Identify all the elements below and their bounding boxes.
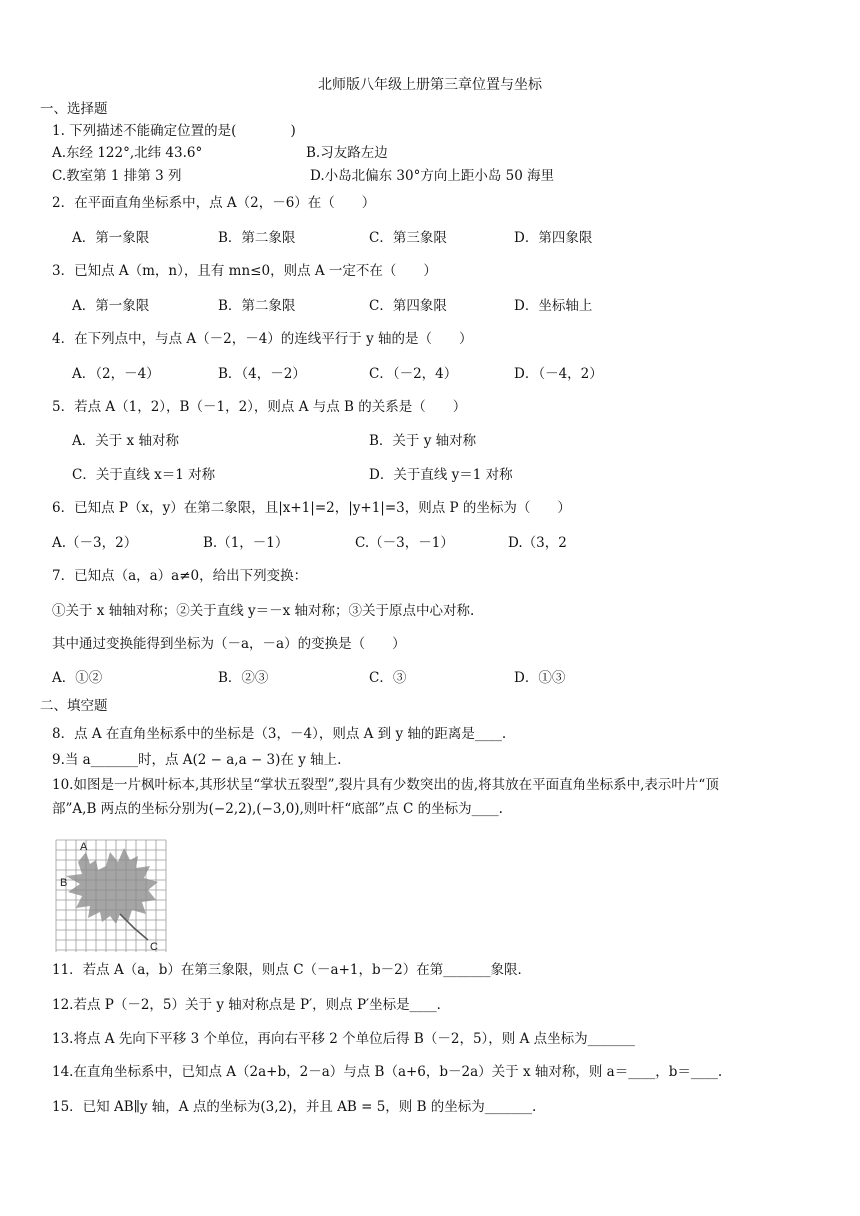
- question-13: 13.将点 A 先向下平移 3 个单位，再向右平移 2 个单位后得 B（－2，5），则 A 点坐标为_______: [52, 1031, 635, 1047]
- question-7-option-a: A．①②: [52, 670, 103, 686]
- section-heading-choice: 一、选择题: [40, 101, 108, 117]
- question-12: 12.若点 P（－2，5）关于 y 轴对称点是 P′，则点 P′坐标是____．: [52, 997, 451, 1013]
- question-2-option-a: A．第一象限: [72, 230, 150, 246]
- question-7-option-c: C．③: [369, 670, 407, 686]
- question-4-option-b: B．（4，－2）: [218, 366, 306, 382]
- question-9: 9.当 a_______时，点 A(2 − a,a − 3)在 y 轴上.: [52, 752, 342, 768]
- question-3-stem: 3．已知点 A（m，n），且有 mn≤0，则点 A 一定不在（ ）: [52, 263, 437, 279]
- label-c: C: [150, 941, 158, 953]
- question-1-option-b: B.习友路左边: [306, 145, 388, 161]
- question-7-stem: 7．已知点（a，a）a≠0，给出下列变换：: [52, 568, 308, 584]
- question-7-option-b: B．②③: [218, 670, 269, 686]
- question-8: 8．点 A 在直角坐标系中的坐标是（3，－4），则点 A 到 y 轴的距离是____.: [52, 726, 507, 742]
- question-3-option-a: A．第一象限: [72, 298, 150, 314]
- question-6-option-c: C.（－3，－1）: [355, 535, 454, 551]
- page-title: 北师版八年级上册第三章位置与坐标: [318, 77, 542, 93]
- question-1-option-a: A.东经 122°,北纬 43.6°: [52, 145, 203, 161]
- question-1-option-c: C.教室第 1 排第 3 列: [52, 168, 182, 184]
- question-5-option-a: A．关于 x 轴对称: [72, 433, 179, 449]
- question-4-option-c: C．（－2，4）: [369, 366, 458, 382]
- question-2-option-d: D．第四象限: [514, 230, 593, 246]
- question-4-option-a: A．（2，－4）: [72, 366, 160, 382]
- question-2-option-b: B．第二象限: [218, 230, 296, 246]
- question-5-option-c: C．关于直线 x＝1 对称: [72, 467, 216, 483]
- question-6-stem: 6．已知点 P（x，y）在第二象限，且|x+1|=2，|y+1|=3，则点 P 的坐标为（ ）: [52, 500, 571, 516]
- question-2-option-c: C．第三象限: [369, 230, 447, 246]
- question-3-option-c: C．第四象限: [369, 298, 447, 314]
- question-5-option-b: B．关于 y 轴对称: [369, 433, 477, 449]
- question-2-stem: 2．在平面直角坐标系中，点 A（2，－6）在（ ）: [52, 195, 376, 211]
- question-4-option-d: D．（－4，2）: [514, 366, 603, 382]
- question-7-transforms: ①关于 x 轴轴对称；②关于直线 y＝－x 轴对称；③关于原点中心对称.: [52, 603, 475, 619]
- question-10-line-1: 10.如图是一片枫叶标本,其形状呈“掌状五裂型”,裂片具有少数突出的齿,将其放在平面直角坐标系中,表示叶片“顶: [52, 777, 719, 793]
- question-1-stem: 1. 下列描述不能确定位置的是( ): [52, 123, 296, 139]
- leaf-stem: [120, 914, 148, 940]
- question-1-option-d: D.小岛北偏东 30°方向上距小岛 50 海里: [310, 168, 555, 184]
- question-4-stem: 4．在下列点中，与点 A（－2，－4）的连线平行于 y 轴的是（ ）: [52, 331, 473, 347]
- maple-leaf-shape: [66, 848, 158, 924]
- question-3-option-d: D．坐标轴上: [514, 298, 593, 314]
- question-14: 14.在直角坐标系中，已知点 A（2a+b，2－a）与点 B（a+6，b－2a）关于 x 轴对称，则 a＝____，b＝____.: [52, 1064, 723, 1080]
- question-5-stem: 5．若点 A（1，2），B（－1，2），则点 A 与点 B 的关系是（ ）: [52, 399, 467, 415]
- question-6-option-a: A.（－3，2）: [52, 535, 138, 551]
- question-5-option-d: D．关于直线 y＝1 对称: [369, 467, 513, 483]
- label-a: A: [80, 841, 88, 853]
- question-7-option-d: D．①③: [514, 670, 566, 686]
- question-11: 11．若点 A（a，b）在第三象限，则点 C（－a+1，b－2）在第_______象限．: [52, 962, 531, 978]
- question-10-line-2: 部”A,B 两点的坐标分别为(−2,2),(−3,0),则叶杆“底部”点 C 的坐标为____.: [52, 801, 503, 817]
- question-6-option-b: B.（1，－1）: [203, 535, 289, 551]
- question-3-option-b: B．第二象限: [218, 298, 296, 314]
- section-heading-fill: 二、填空题: [40, 698, 108, 714]
- question-15: 15．已知 AB∥y 轴，A 点的坐标为(3,2)，并且 AB = 5，则 B 的坐标为_______.: [52, 1099, 537, 1115]
- question-7-prompt: 其中通过变换能得到坐标为（－a，－a）的变换是（ ）: [52, 636, 406, 652]
- maple-leaf-figure: [54, 838, 170, 954]
- question-6-option-d: D.（3，2: [508, 535, 567, 551]
- label-b: B: [60, 877, 68, 889]
